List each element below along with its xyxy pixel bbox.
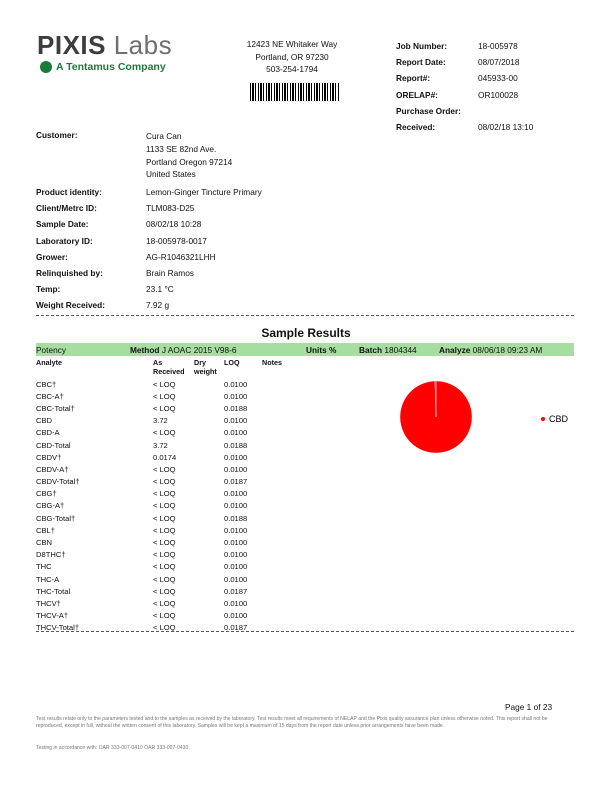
loq-value: 0.0100	[224, 525, 248, 535]
method-label: Method	[130, 344, 160, 355]
header-analyte: Analyte	[36, 358, 62, 367]
info-row	[36, 249, 262, 265]
section-name: Potency	[36, 344, 66, 355]
job-info-value: OR100028	[478, 89, 519, 100]
header-as-received: As	[153, 358, 163, 367]
as-received-value: < LOQ	[153, 550, 176, 560]
page-number: Page 1 of 23	[505, 702, 553, 712]
loq-value: 0.0188	[224, 513, 248, 523]
as-received-value: < LOQ	[153, 538, 176, 548]
job-info-label: Received:	[396, 122, 436, 133]
analyze-value: 08/06/18 09:23 AM	[472, 344, 543, 355]
as-received-value: < LOQ	[153, 586, 176, 596]
info-label: Weight Received:	[36, 299, 106, 310]
analyte-name: CBDV-Total†	[36, 477, 80, 487]
as-received-value: < LOQ	[153, 391, 176, 401]
table-row	[36, 415, 274, 427]
loq-value: 0.0100	[224, 391, 248, 401]
analyte-name: CBN	[36, 538, 53, 548]
as-received-value: 0.0174	[153, 452, 177, 462]
loq-value: 0.0100	[224, 452, 248, 462]
loq-value: 0.0100	[224, 611, 248, 621]
potency-pie-chart	[390, 372, 580, 462]
disclaimer: Test results relate only to the parameters tested and to the samples as received by the laboratory. Test results meet all requirements of NELAP and the Pixis quality assurance plan unless otherwise noted. This report shall not be reproduced, except in full, without the written consent of this laboratory. Samples will be kept a maximum of 15 days from the report date unless prior arrangements have been made.	[36, 716, 548, 729]
lab-address-line1: 12423 NE Whitaker Way	[246, 39, 338, 49]
as-received-value: < LOQ	[153, 513, 176, 523]
info-row	[36, 216, 262, 232]
section-bar	[36, 343, 574, 356]
header-loq: LOQ	[224, 358, 240, 367]
info-value: Brain Ramos	[146, 267, 194, 278]
loq-value: 0.0100	[224, 489, 248, 499]
analyte-name: CBG†	[36, 489, 57, 499]
divider-bottom	[36, 631, 574, 632]
info-value: TLM083-D25	[146, 203, 195, 214]
company-logo	[37, 30, 172, 61]
loq-value: 0.0187	[224, 586, 248, 596]
loq-value: 0.0188	[224, 440, 248, 450]
job-info-row	[396, 87, 533, 103]
as-received-value: < LOQ	[153, 379, 176, 389]
info-value: Lemon-Ginger Tincture Primary	[146, 187, 262, 198]
job-info	[396, 38, 533, 135]
analyte-name: CBG-A†	[36, 501, 65, 511]
table-row	[36, 402, 274, 414]
header-dry: Dry	[194, 358, 206, 367]
loq-value: 0.0100	[224, 538, 248, 548]
customer-line: Portland Oregon 97214	[146, 156, 233, 167]
table-row	[36, 488, 274, 500]
batch-info	[359, 345, 439, 355]
info-label: Relinquished by:	[36, 267, 103, 278]
table-header	[36, 358, 282, 376]
method-info	[130, 345, 306, 355]
customer-label: Customer:	[36, 130, 78, 140]
analyte-name: THC-Total	[36, 586, 71, 596]
logo-brand-bold: PIXIS	[37, 30, 106, 60]
table-row	[36, 463, 274, 475]
header-as-received-2: Received	[153, 367, 185, 376]
table-row	[36, 585, 274, 597]
job-info-value: 08/02/18 13:10	[478, 122, 534, 133]
barcode	[250, 83, 340, 101]
as-received-value: 3.72	[153, 416, 168, 426]
info-row	[36, 184, 262, 200]
legend-marker	[541, 417, 545, 421]
table-row	[36, 476, 274, 488]
table-row	[36, 622, 274, 634]
customer-address	[146, 130, 232, 181]
analyze-label: Analyze	[439, 344, 471, 355]
table-row	[36, 536, 274, 548]
as-received-value: < LOQ	[153, 403, 176, 413]
job-info-row	[396, 38, 533, 54]
as-received-value: < LOQ	[153, 489, 176, 499]
table-row	[36, 597, 274, 609]
table-row	[36, 378, 274, 390]
divider-top	[36, 315, 574, 316]
table-row	[36, 512, 274, 524]
info-label: Temp:	[36, 283, 61, 294]
job-info-label: ORELAP#:	[396, 89, 438, 100]
loq-value: 0.0187	[224, 623, 248, 633]
info-value: 08/02/18 10:28	[146, 219, 202, 230]
loq-value: 0.0100	[224, 598, 248, 608]
table-row	[36, 610, 274, 622]
results-table	[36, 378, 274, 634]
analyte-name: CBD-A	[36, 428, 60, 438]
info-label: Product identity:	[36, 187, 102, 198]
table-row	[36, 549, 274, 561]
info-label: Sample Date:	[36, 219, 89, 230]
customer-line: 1133 SE 82nd Ave.	[146, 143, 217, 154]
info-row	[36, 200, 262, 216]
info-row	[36, 232, 262, 248]
lab-address-line2: Portland, OR 97230	[255, 51, 329, 62]
info-value: 18-005978-0017	[146, 235, 207, 246]
info-value: AG-R1046321LHH	[146, 251, 216, 262]
loq-value: 0.0100	[224, 501, 248, 511]
logo-brand-light: Labs	[113, 30, 173, 60]
table-row	[36, 561, 274, 573]
as-received-value: < LOQ	[153, 562, 176, 572]
logo-tagline	[40, 59, 166, 74]
leaf-icon	[40, 61, 52, 73]
loq-value: 0.0100	[224, 428, 248, 438]
analyte-name: D8THC†	[36, 550, 66, 560]
analyte-name: CBC†	[36, 379, 57, 389]
table-row	[36, 390, 274, 402]
as-received-value: < LOQ	[153, 574, 176, 584]
analyte-name: CBD	[36, 416, 53, 426]
customer-line: Cura Can	[146, 131, 182, 141]
table-row	[36, 573, 274, 585]
analyte-name: CBC-Total†	[36, 403, 75, 413]
as-received-value: < LOQ	[153, 501, 176, 511]
loq-value: 0.0100	[224, 574, 248, 584]
table-row	[36, 500, 274, 512]
info-row	[36, 297, 262, 313]
job-info-label: Job Number:	[396, 41, 448, 52]
job-info-value: 18-005978	[478, 41, 518, 52]
units-label: Units %	[306, 344, 337, 355]
job-info-label: Report#:	[396, 73, 431, 84]
table-row	[36, 427, 274, 439]
job-info-label: Purchase Order:	[396, 105, 462, 116]
as-received-value: < LOQ	[153, 428, 176, 438]
as-received-value: < LOQ	[153, 525, 176, 535]
method-value: J AOAC 2015 V98-6	[161, 344, 237, 355]
info-row	[36, 281, 262, 297]
testing-standards: Testing in accordance with: OAR 333-007-0410 OAR 333-007-0430	[36, 745, 189, 751]
job-info-row	[396, 119, 533, 135]
loq-value: 0.0100	[224, 550, 248, 560]
job-info-value: 08/07/2018	[478, 57, 520, 68]
info-value: 7.92 g	[146, 299, 170, 310]
batch-value: 1804344	[384, 344, 417, 355]
loq-value: 0.0100	[224, 464, 248, 474]
header-dry-2: weight	[194, 367, 217, 376]
loq-value: 0.0100	[224, 379, 248, 389]
job-info-row	[396, 54, 533, 70]
results-title: Sample Results	[261, 326, 351, 340]
header-notes: Notes	[262, 358, 282, 367]
loq-value: 0.0188	[224, 403, 248, 413]
analyze-info	[439, 345, 542, 355]
batch-label: Batch	[359, 344, 383, 355]
analyte-name: CBL†	[36, 525, 55, 535]
loq-value: 0.0100	[224, 562, 248, 572]
analyte-name: THC-A	[36, 574, 60, 584]
as-received-value: < LOQ	[153, 623, 176, 633]
sample-info	[36, 130, 262, 313]
job-info-row	[396, 103, 533, 119]
analyte-name: THCV-A†	[36, 611, 69, 621]
info-label: Laboratory ID:	[36, 235, 93, 246]
customer-line: United States	[146, 169, 196, 180]
analyte-name: CBDV-A†	[36, 464, 69, 474]
info-label: Client/Metrc ID:	[36, 203, 97, 214]
lab-address	[232, 38, 352, 76]
as-received-value: < LOQ	[153, 598, 176, 608]
table-row	[36, 524, 274, 536]
info-value: 23.1 °C	[146, 283, 174, 294]
lab-phone: 503-254-1794	[266, 64, 318, 74]
analyte-name: THCV†	[36, 598, 61, 608]
as-received-value: < LOQ	[153, 611, 176, 621]
analyte-name: CBG-Total†	[36, 513, 76, 523]
job-info-value: 045933-00	[478, 73, 518, 84]
table-row	[36, 451, 274, 463]
loq-value: 0.0187	[224, 477, 248, 487]
as-received-value: < LOQ	[153, 464, 176, 474]
analyte-name: CBDV†	[36, 452, 62, 462]
table-row	[36, 439, 274, 451]
analyte-name: CBC-A†	[36, 391, 64, 401]
job-info-label: Report Date:	[396, 57, 446, 68]
analyte-name: THCV-Total†	[36, 623, 80, 633]
job-info-row	[396, 70, 533, 86]
analyte-name: THC	[36, 562, 52, 572]
info-label: Grower:	[36, 251, 68, 262]
info-row	[36, 265, 262, 281]
analyte-name: CBD-Total	[36, 440, 71, 450]
legend-label: CBD	[549, 414, 569, 424]
as-received-value: 3.72	[153, 440, 168, 450]
loq-value: 0.0100	[224, 416, 248, 426]
logo-tagline-text: A Tentamus Company	[56, 60, 166, 73]
customer-row	[36, 130, 262, 181]
as-received-value: < LOQ	[153, 477, 176, 487]
